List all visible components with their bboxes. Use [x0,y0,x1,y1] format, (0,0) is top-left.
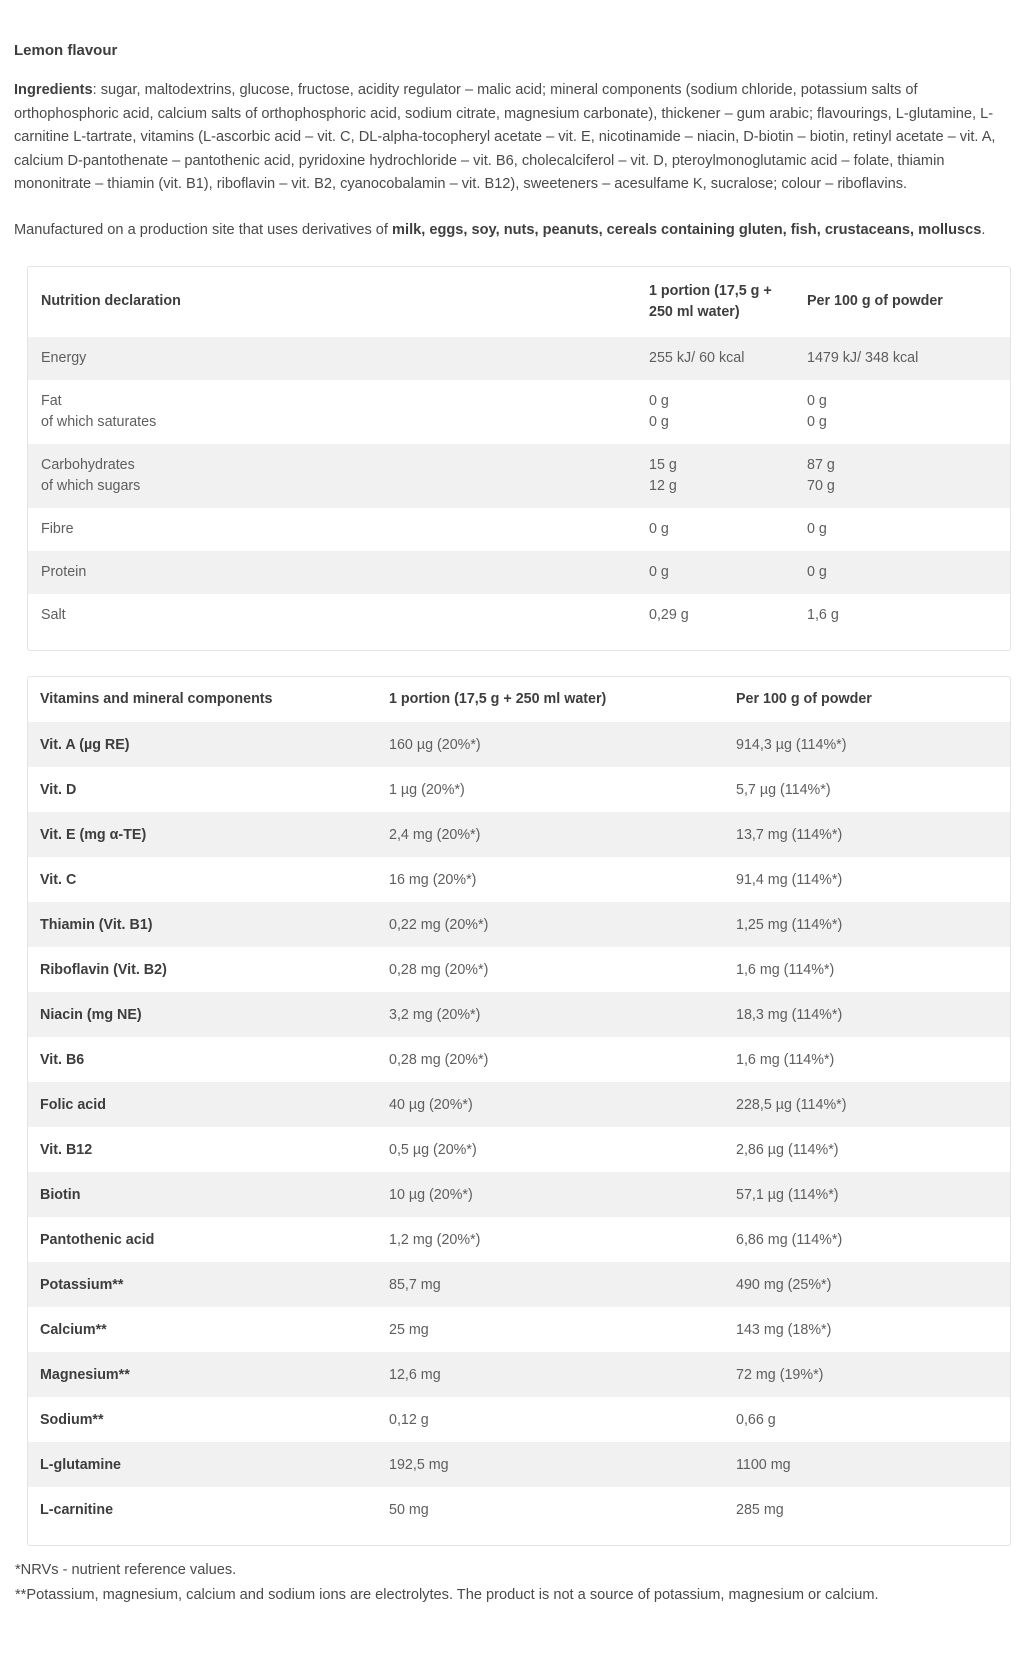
per-100g-value-line: 70 g [807,477,835,494]
allergen-notice-suffix: . [981,221,986,238]
row-label-line: Sodium** [40,1411,104,1428]
portion-value [389,1127,736,1172]
per-100g-value-line: 87 g [807,456,835,473]
table-row [28,1442,1010,1487]
row-label-line: Vit. B6 [40,1051,85,1068]
portion-value-line: 0 g [649,563,669,580]
vitamins-minerals-table [27,676,1011,1546]
portion-value [389,1397,736,1442]
row-label [28,380,649,444]
portion-value [389,992,736,1037]
portion-value-line: 0,28 mg (20%*) [389,1051,489,1068]
row-label [28,1307,389,1352]
portion-value-line: 192,5 mg [389,1456,449,1473]
row-label-line: Salt [41,606,66,623]
table-row [28,812,1010,857]
per-100g-value-line: 490 mg (25%*) [736,1276,832,1293]
per-100g-value [736,722,1010,767]
portion-value-line: 0 g [649,392,669,409]
row-label [28,1397,389,1442]
row-label [28,722,389,767]
column-header-per-100g: Per 100 g of powder [807,293,943,309]
row-label [28,812,389,857]
table-row [28,1172,1010,1217]
table-row [28,1217,1010,1262]
table-row [28,1487,1010,1532]
portion-value [389,767,736,812]
per-100g-value-line: 143 mg (18%*) [736,1321,832,1338]
per-100g-value [807,444,1010,508]
portion-value [389,1352,736,1397]
row-label-line: Riboflavin (Vit. B2) [40,961,167,978]
portion-value-line: 3,2 mg (20%*) [389,1006,481,1023]
table-row [28,1262,1010,1307]
row-label [28,551,649,594]
per-100g-value [807,508,1010,551]
row-label [28,1442,389,1487]
portion-value-line: 0,28 mg (20%*) [389,961,489,978]
row-label-line: L-carnitine [40,1501,114,1518]
portion-value [389,1217,736,1262]
portion-value [649,337,807,380]
per-100g-value-line: 5,7 µg (114%*) [736,781,831,798]
per-100g-value [807,337,1010,380]
per-100g-value [736,857,1010,902]
per-100g-value [736,767,1010,812]
per-100g-value-line: 0 g [807,563,827,580]
row-label-line: Vit. B12 [40,1141,93,1158]
portion-value [649,594,807,637]
row-label-line: Niacin (mg NE) [40,1006,142,1023]
table-row [28,337,1010,380]
portion-value-line: 10 µg (20%*) [389,1186,473,1203]
portion-value [389,1442,736,1487]
portion-value-line: 1,2 mg (20%*) [389,1231,481,1248]
portion-value-line: 0,5 µg (20%*) [389,1141,477,1158]
portion-value-line: 160 µg (20%*) [389,736,481,753]
portion-value-line: 16 mg (20%*) [389,871,477,888]
nutrition-table-body [28,337,1010,637]
table-row [28,722,1010,767]
per-100g-value [736,947,1010,992]
portion-value-line: 1 µg (20%*) [389,781,465,798]
row-label-line: Energy [41,349,87,366]
portion-value-line: 2,4 mg (20%*) [389,826,481,843]
per-100g-value-line: 18,3 mg (114%*) [736,1006,843,1023]
portion-value [389,1262,736,1307]
table-row [28,767,1010,812]
table-row [28,1307,1010,1352]
row-label-line: Vit. D [40,781,77,798]
portion-value-line: 12,6 mg [389,1366,441,1383]
column-header-nutrition-declaration: Nutrition declaration [41,293,181,309]
portion-value [649,551,807,594]
per-100g-value-line: 91,4 mg (114%*) [736,871,843,888]
row-label-line: Carbohydrates [41,456,135,473]
portion-value-line: 40 µg (20%*) [389,1096,473,1113]
per-100g-value [736,1442,1010,1487]
row-label [28,1037,389,1082]
per-100g-value [736,1172,1010,1217]
per-100g-value-line: 228,5 µg (114%*) [736,1096,847,1113]
allergen-notice-prefix: Manufactured on a production site that uses derivatives of [14,221,393,238]
row-label [28,1262,389,1307]
per-100g-value-line: 13,7 mg (114%*) [736,826,843,843]
table-row [28,1127,1010,1172]
ingredients-paragraph [14,79,1009,197]
portion-value-line: 85,7 mg [389,1276,441,1293]
allergen-notice-bold: milk, eggs, soy, nuts, peanuts, cereals containing gluten, fish, crustaceans, molluscs [392,221,982,238]
portion-value-line: 25 mg [389,1321,429,1338]
portion-value-line: 255 kJ/ 60 kcal [649,349,745,366]
row-label [28,1217,389,1262]
row-label [28,337,649,380]
portion-value [389,1037,736,1082]
per-100g-value-line: 2,86 µg (114%*) [736,1141,839,1158]
table-row [28,508,1010,551]
per-100g-value [807,551,1010,594]
allergen-notice [14,219,1009,241]
ingredients-label: Ingredients [14,82,93,98]
per-100g-value [736,1397,1010,1442]
column-header-vitamins-minerals: Vitamins and mineral components [40,690,273,707]
row-label-line: Potassium** [40,1276,124,1293]
table-row [28,551,1010,594]
table-row [28,902,1010,947]
row-label-line: Biotin [40,1186,81,1203]
row-label [28,947,389,992]
portion-value [389,1487,736,1532]
table-row [28,1082,1010,1127]
row-label [28,594,649,637]
row-label-line: Thiamin (Vit. B1) [40,916,153,933]
per-100g-value-line: 1,6 g [807,606,839,623]
column-header-portion: 1 portion (17,5 g + 250 ml water) [389,690,607,707]
row-label [28,1172,389,1217]
nutrition-declaration-table [27,266,1011,651]
flavour-title: Lemon flavour [14,42,118,59]
portion-value-line: 0 g [649,413,669,430]
per-100g-value-line: 1,6 mg (114%*) [736,961,835,978]
portion-value-line: 15 g [649,456,677,473]
per-100g-value-line: 0 g [807,413,827,430]
row-label [28,1082,389,1127]
portion-value [649,380,807,444]
portion-value [389,1307,736,1352]
portion-value [389,1172,736,1217]
portion-value [389,902,736,947]
per-100g-value-line: 72 mg (19%*) [736,1366,824,1383]
per-100g-value-line: 0 g [807,520,827,537]
portion-value-line: 0,12 g [389,1411,429,1428]
row-label-line: L-glutamine [40,1456,122,1473]
portion-value-line: 0,29 g [649,606,689,623]
portion-value-line: 0,22 mg (20%*) [389,916,489,933]
row-label [28,902,389,947]
table-row [28,992,1010,1037]
column-header-portion: 1 portion (17,5 g + 250 ml water) [649,282,772,320]
portion-value-line: 0 g [649,520,669,537]
per-100g-value-line: 914,3 µg (114%*) [736,736,847,753]
per-100g-value-line: 1,25 mg (114%*) [736,916,843,933]
portion-value-line: 12 g [649,477,677,494]
per-100g-value [807,380,1010,444]
row-label [28,857,389,902]
per-100g-value-line: 0 g [807,392,827,409]
portion-value [389,857,736,902]
row-label-line: Protein [41,563,87,580]
portion-value [649,444,807,508]
portion-value-line: 50 mg [389,1501,429,1518]
row-label [28,508,649,551]
per-100g-value [736,1307,1010,1352]
per-100g-value [736,1127,1010,1172]
row-label-line: Fibre [41,520,74,537]
portion-value [389,947,736,992]
row-label [28,1127,389,1172]
row-label-line: Pantothenic acid [40,1231,155,1248]
per-100g-value-line: 57,1 µg (114%*) [736,1186,839,1203]
table-row [28,380,1010,444]
vitamins-table-header-row [28,677,1010,722]
per-100g-value [736,1217,1010,1262]
per-100g-value [736,902,1010,947]
row-label [28,444,649,508]
nutrition-table-header-row [28,267,1010,337]
per-100g-value [736,1082,1010,1127]
vitamins-table-body [28,722,1010,1532]
per-100g-value-line: 1,6 mg (114%*) [736,1051,835,1068]
per-100g-value [736,992,1010,1037]
per-100g-value-line: 0,66 g [736,1411,776,1428]
footnote-nrv: *NRVs - nutrient reference values. [15,1561,237,1578]
row-label-line: Fat [41,392,62,409]
row-label [28,767,389,812]
ingredients-text: : sugar, maltodextrins, glucose, fructose, acidity regulator – malic acid; mineral components (sodium chloride, potassium salts of orthophosphoric acid, calcium salts of orthophosphoric acid, sodium citrate, magnesium carbonate), thickener – gum arabic; flavourings, L-glutamine, L-carnitine L-tartrate, vitamins (L-ascorbic acid – vit. C, DL-alpha-tocopheryl acetate – vit. E, nicotinamide – niacin, D-biotin – biotin, retinyl acetate – vit. A, calcium D-pantothenate – pantothenic acid, pyridoxine hydrochloride – vit. B6, cholecalciferol – vit. D, pteroylmonoglutamic acid – folate, thiamin mononitrate – thiamin (vit. B1), riboflavin – vit. B2, cyanocobalamin – vit. B12), sweeteners – acesulfame K, sucralose; colour – riboflavins. [14,82,996,192]
portion-value [389,812,736,857]
per-100g-value-line: 1100 mg [736,1456,791,1473]
table-row [28,857,1010,902]
per-100g-value [807,594,1010,637]
portion-value [649,508,807,551]
column-header-per-100g: Per 100 g of powder [736,690,872,707]
row-label-line: of which saturates [41,413,157,430]
table-row [28,1397,1010,1442]
portion-value [389,1082,736,1127]
row-label-line: Magnesium** [40,1366,130,1383]
row-label [28,1487,389,1532]
table-row [28,1037,1010,1082]
row-label-line: Calcium** [40,1321,107,1338]
row-label-line: of which sugars [41,477,141,494]
per-100g-value-line: 285 mg [736,1501,784,1518]
per-100g-value [736,812,1010,857]
table-row [28,594,1010,637]
portion-value [389,722,736,767]
per-100g-value [736,1037,1010,1082]
row-label-line: Vit. E (mg α-TE) [40,826,147,843]
per-100g-value [736,1352,1010,1397]
per-100g-value [736,1262,1010,1307]
table-row [28,444,1010,508]
row-label-line: Vit. A (µg RE) [40,736,130,753]
table-row [28,947,1010,992]
per-100g-value-line: 1479 kJ/ 348 kcal [807,349,919,366]
row-label-line: Folic acid [40,1096,106,1113]
table-row [28,1352,1010,1397]
row-label [28,1352,389,1397]
per-100g-value-line: 6,86 mg (114%*) [736,1231,843,1248]
per-100g-value [736,1487,1010,1532]
row-label-line: Vit. C [40,871,77,888]
row-label [28,992,389,1037]
footnote-electrolytes: **Potassium, magnesium, calcium and sodium ions are electrolytes. The product is not a source of potassium, magnesium or calcium. [15,1586,879,1603]
